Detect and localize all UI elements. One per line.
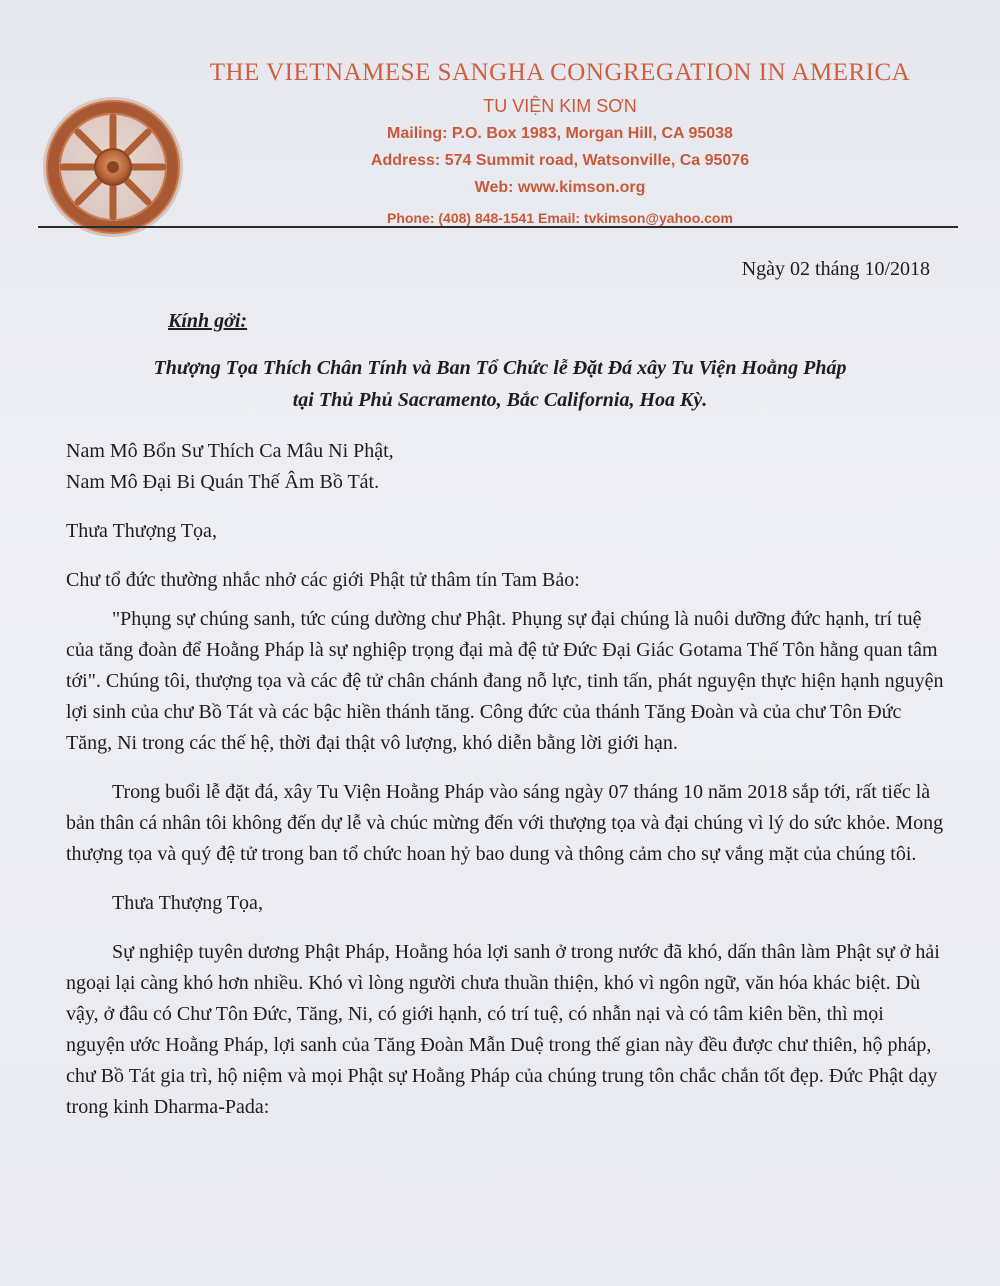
greeting-2: Thưa Thượng Tọa, bbox=[112, 892, 263, 914]
org-name: THE VIETNAMESE SANGHA CONGREGATION IN AMERICA bbox=[209, 59, 911, 86]
mailing-address: Mailing: P.O. Box 1983, Morgan Hill, CA 95038 bbox=[387, 125, 733, 142]
header-divider bbox=[38, 226, 958, 228]
invocation-line-1: Nam Mô Bổn Sư Thích Ca Mâu Ni Phật, bbox=[66, 440, 394, 462]
greeting-1: Thưa Thượng Tọa, bbox=[66, 520, 217, 542]
paragraph-2: "Phụng sự chúng sanh, tức cúng dường chư Phật. Phụng sự đại chúng là nuôi dưỡng đức hạnh, trí tuệ của tăng đoàn để Hoằng Pháp là sự nghiệp trọng đại mà đệ tử Đức Đại Giác Gotama Thế Tôn hằng quan tâm tới". Chúng tôi, thượng tọa và các đệ tử chân chánh đang nỗ lực, tinh tấn, phát nguyện thực hiện hạnh nguyện lợi sinh của chư Bồ Tát và các bậc hiền thánh tăng. Công đức của thánh Tăng Đoàn và của chư Tôn Đức Tăng, Ni trong các thế hệ, thời đại thật vô lượng, khó diễn bằng lời giới hạn. bbox=[66, 608, 944, 754]
letter-date: Ngày 02 tháng 10/2018 bbox=[741, 258, 930, 280]
recipient bbox=[0, 352, 1000, 416]
street-address: Address: 574 Summit road, Watsonville, Ca 95076 bbox=[370, 152, 750, 169]
invocation-line-2: Nam Mô Đại Bi Quán Thế Âm Bồ Tát. bbox=[66, 471, 380, 493]
salutation: Kính gởi: bbox=[168, 310, 248, 332]
letter-body bbox=[66, 436, 946, 1123]
temple-name: TU VIỆN KIM SƠN bbox=[483, 96, 637, 116]
paragraph-1: Chư tổ đức thường nhắc nhở các giới Phật tử thâm tín Tam Bảo: bbox=[66, 569, 580, 591]
letterhead bbox=[160, 56, 960, 232]
website: Web: www.kimson.org bbox=[474, 179, 646, 196]
recipient-line-2: tại Thủ Phủ Sacramento, Bắc California, Hoa Kỳ. bbox=[292, 389, 708, 411]
phone-email: Phone: (408) 848-1541 Email: tvkimson@yahoo.com bbox=[387, 210, 733, 226]
paragraph-3: Trong buổi lễ đặt đá, xây Tu Viện Hoằng Pháp vào sáng ngày 07 tháng 10 năm 2018 sắp tới, rất tiếc là bản thân cá nhân tôi không đến dự lễ và chúc mừng đến với thượng tọa và đại chúng vì lý do sức khỏe. Mong thượng tọa và quý đệ tử trong ban tổ chức hoan hỷ bao dung và thông cảm cho sự vắng mặt của chúng tôi. bbox=[66, 781, 944, 865]
recipient-line-1: Thượng Tọa Thích Chân Tính và Ban Tổ Chức lễ Đặt Đá xây Tu Viện Hoằng Pháp bbox=[153, 357, 847, 379]
paragraph-4: Sự nghiệp tuyên dương Phật Pháp, Hoằng hóa lợi sanh ở trong nước đã khó, dấn thân làm Phật sự ở hải ngoại lại càng khó hơn nhiều. Khó vì lòng người chưa thuần thiện, khó vì ngôn ngữ, văn hóa khác biệt. Dù vậy, ở đâu có Chư Tôn Đức, Tăng, Ni, có giới hạnh, có trí tuệ, có nhẫn nại và có tâm kiên bền, thì mọi nguyện ước Hoằng Pháp, lợi sanh của Tăng Đoàn Mẫn Duệ trong thế gian này đều được chư thiên, hộ pháp, chư Bồ Tát gia trì, hộ niệm và mọi Phật sự Hoằng Pháp của chúng trung tôn chắc chắn tốt đẹp. Đức Phật dạy trong kinh Dharma-Pada: bbox=[66, 941, 940, 1118]
